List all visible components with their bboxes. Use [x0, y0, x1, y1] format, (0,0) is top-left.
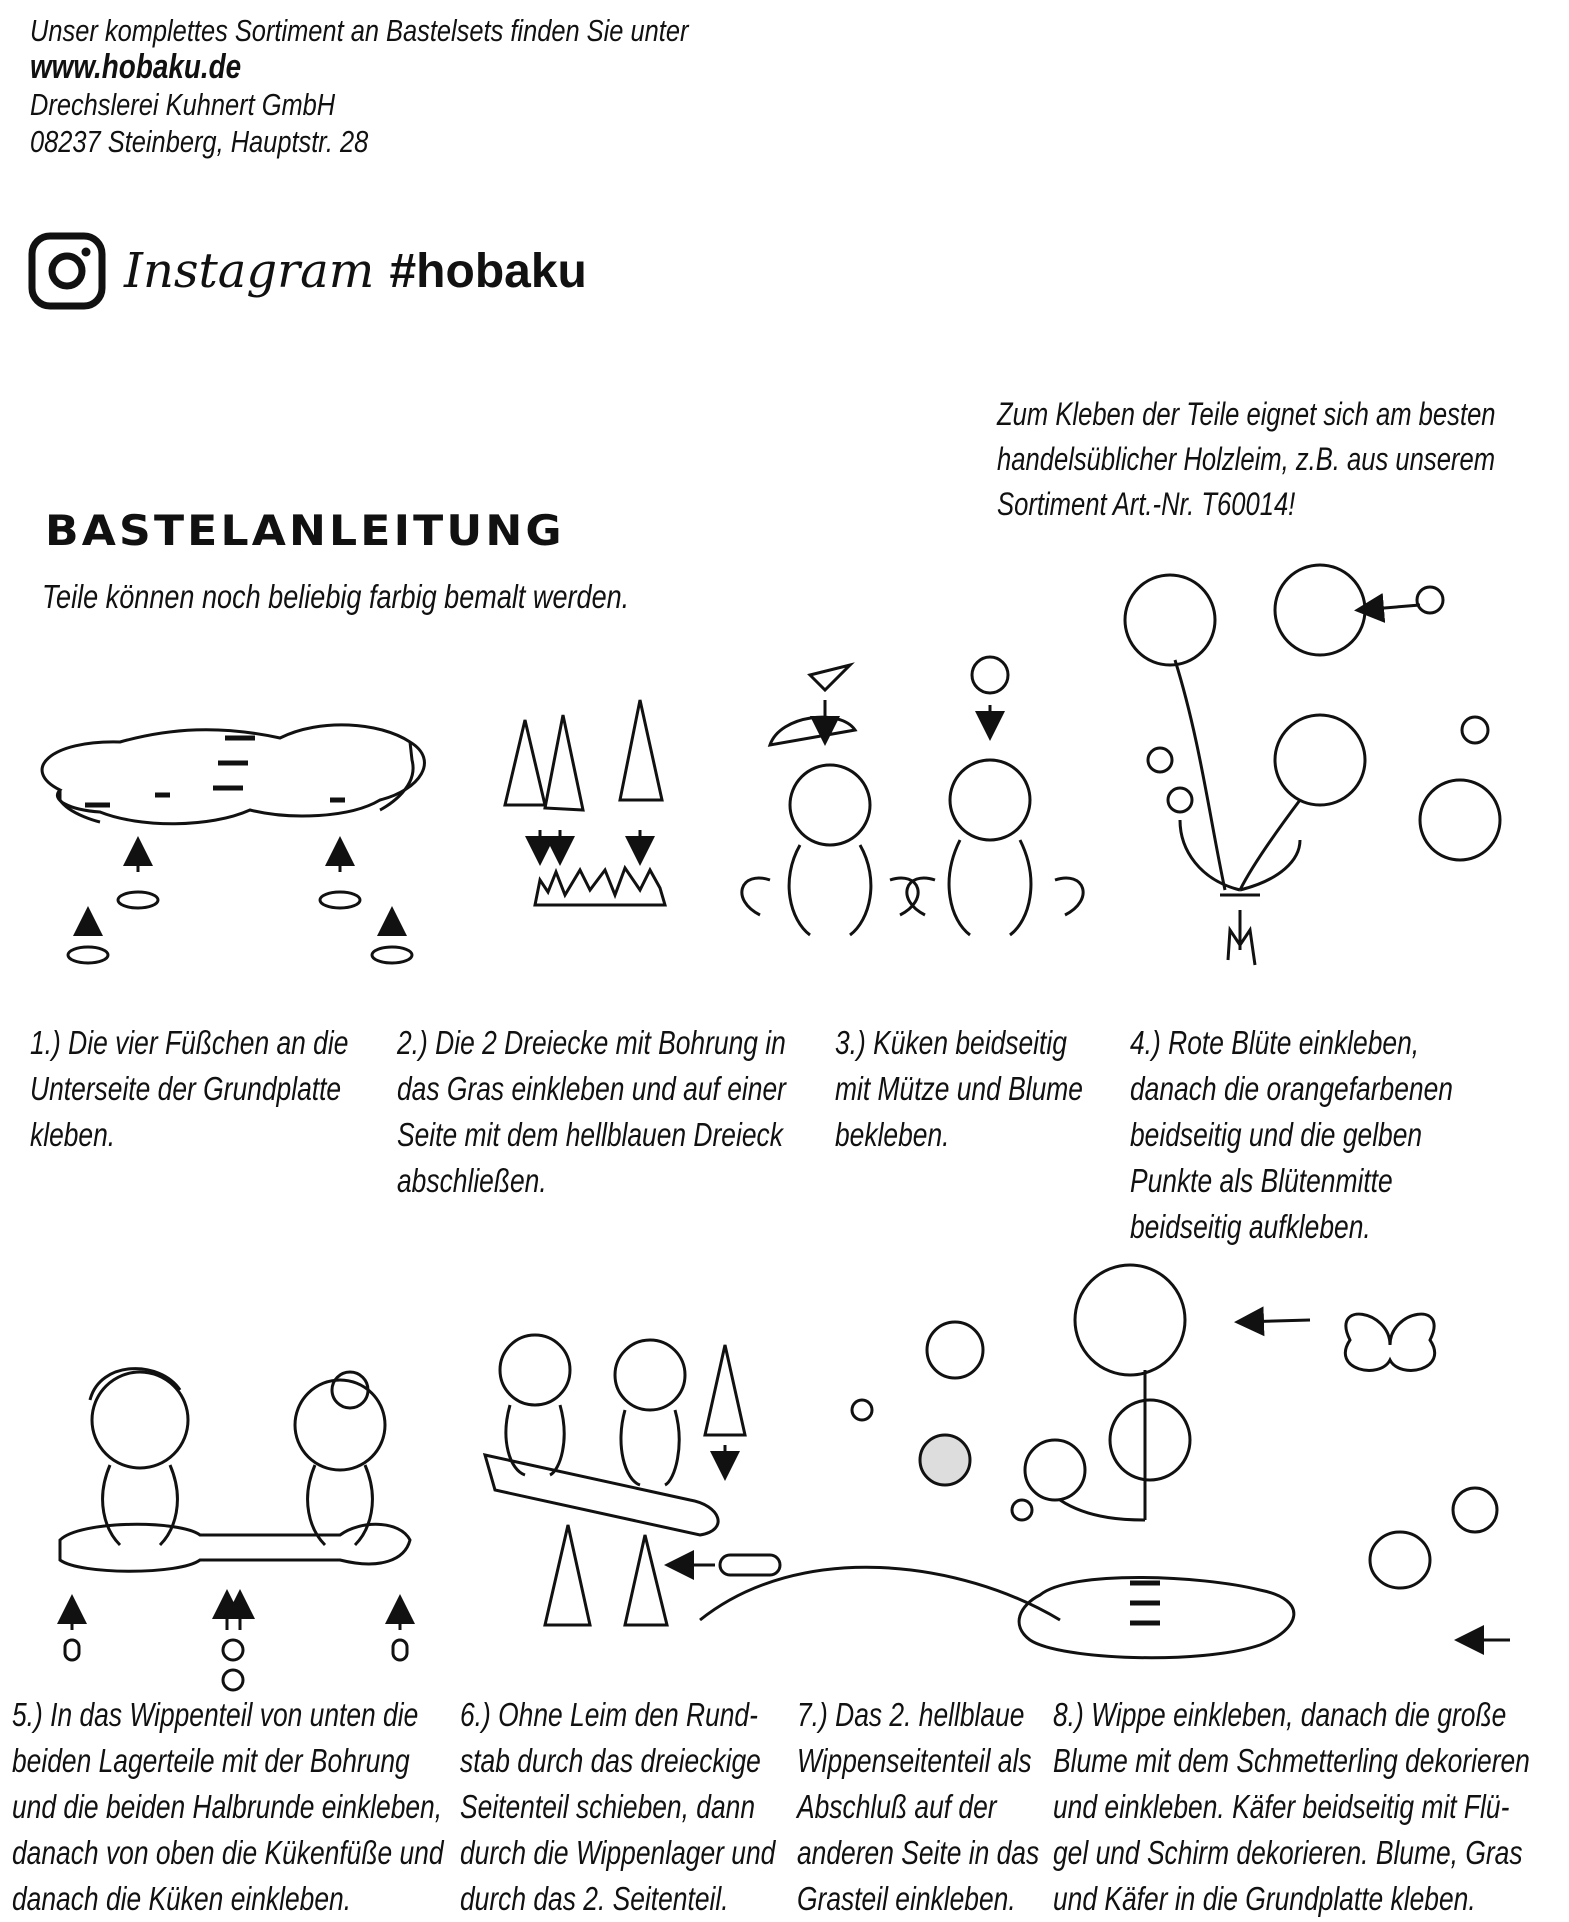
step-line: das Gras einkleben und auf einer: [397, 1070, 786, 1107]
step-line: stab durch das dreieckige: [460, 1742, 761, 1779]
glue-note-line: Zum Kleben der Teile eignet sich am besten: [997, 396, 1496, 432]
glue-note-line: handelsüblicher Holzleim, z.B. aus unserem: [997, 441, 1496, 477]
chicks-illustration: [742, 657, 1083, 935]
step-line: durch das 2. Seitenteil.: [460, 1880, 729, 1917]
step-line: danach die Küken einkleben.: [12, 1880, 352, 1917]
step-line: 4.) Rote Blüte einkleben,: [1130, 1024, 1420, 1061]
instagram-label: Instagram: [124, 243, 375, 299]
step-line: Wippenseitenteil als: [797, 1742, 1032, 1779]
step-line: mit Mütze und Blume: [835, 1070, 1083, 1107]
step-line: kleben.: [30, 1116, 116, 1153]
glue-note-line: Sortiment Art.-Nr. T60014!: [997, 486, 1296, 522]
step-line: 7.) Das 2. hellblaue: [797, 1696, 1025, 1733]
step-line: bekleben.: [835, 1116, 950, 1153]
final-assembly-illustration: [700, 1265, 1510, 1658]
step-line: durch die Wippenlager und: [460, 1834, 776, 1871]
subtitle: Teile können noch beliebig farbig bemalt werden.: [42, 578, 630, 615]
step-line: 2.) Die 2 Dreiecke mit Bohrung in: [397, 1024, 786, 1061]
step-line: und einkleben. Käfer beidseitig mit Flü-: [1053, 1788, 1510, 1825]
step-line: danach von oben die Kükenfüße und: [12, 1834, 444, 1871]
step-3: [835, 1020, 1145, 1158]
step-line: Abschluß auf der: [797, 1788, 997, 1825]
step-line: danach die orangefarbenen: [1130, 1070, 1453, 1107]
step-line: und die beiden Halbrunde einkleben,: [12, 1788, 443, 1825]
step-line: Grasteil einkleben.: [797, 1880, 1016, 1917]
axle-assembly-illustration: [485, 1335, 780, 1625]
step-1: [30, 1020, 428, 1158]
step-line: 6.) Ohne Leim den Rund-: [460, 1696, 758, 1733]
step-8: [1053, 1692, 1569, 1922]
step-line: beiden Lagerteile mit der Bohrung: [12, 1742, 410, 1779]
step-2: [397, 1020, 883, 1204]
company-name: Drechslerei Kuhnert GmbH: [30, 87, 336, 122]
instagram-hashtag: #hobaku: [389, 245, 587, 298]
step-6: [460, 1692, 854, 1922]
page-title: BASTELANLEITUNG: [45, 506, 565, 555]
step-4: [1130, 1020, 1534, 1250]
step-line: Unterseite der Grundplatte: [30, 1070, 342, 1107]
step-line: gel und Schirm dekorieren. Blume, Gras: [1053, 1834, 1523, 1871]
step-line: anderen Seite in das: [797, 1834, 1040, 1871]
step-line: 1.) Die vier Füßchen an die: [30, 1024, 349, 1061]
step-line: Seite mit dem hellblauen Dreieck: [397, 1116, 783, 1153]
step-line: abschließen.: [397, 1162, 547, 1199]
step-line: beidseitig und die gelben: [1130, 1116, 1423, 1153]
website-link[interactable]: www.hobaku.de: [30, 48, 242, 86]
flowers-illustration: [1125, 565, 1500, 965]
company-address: 08237 Steinberg, Hauptstr. 28: [30, 124, 369, 159]
step-line: und Käfer in die Grundplatte kleben.: [1053, 1880, 1476, 1917]
step-line: 8.) Wippe einkleben, danach die große: [1053, 1696, 1507, 1733]
step-line: beidseitig aufkleben.: [1130, 1208, 1371, 1245]
step-line: Blume mit dem Schmetterling dekorieren: [1053, 1742, 1530, 1779]
step-line: Seitenteil schieben, dann: [460, 1788, 756, 1825]
step-line: 5.) In das Wippenteil von unten die: [12, 1696, 419, 1733]
header-intro: Unser komplettes Sortiment an Bastelsets finden Sie unter: [30, 13, 689, 48]
step-line: 3.) Küken beidseitig: [835, 1024, 1067, 1061]
triangles-grass-illustration: [505, 700, 665, 905]
seesaw-chicks-illustration: [60, 1369, 410, 1690]
base-plate-illustration: [42, 725, 424, 963]
step-line: Punkte als Blütenmitte: [1130, 1162, 1393, 1199]
